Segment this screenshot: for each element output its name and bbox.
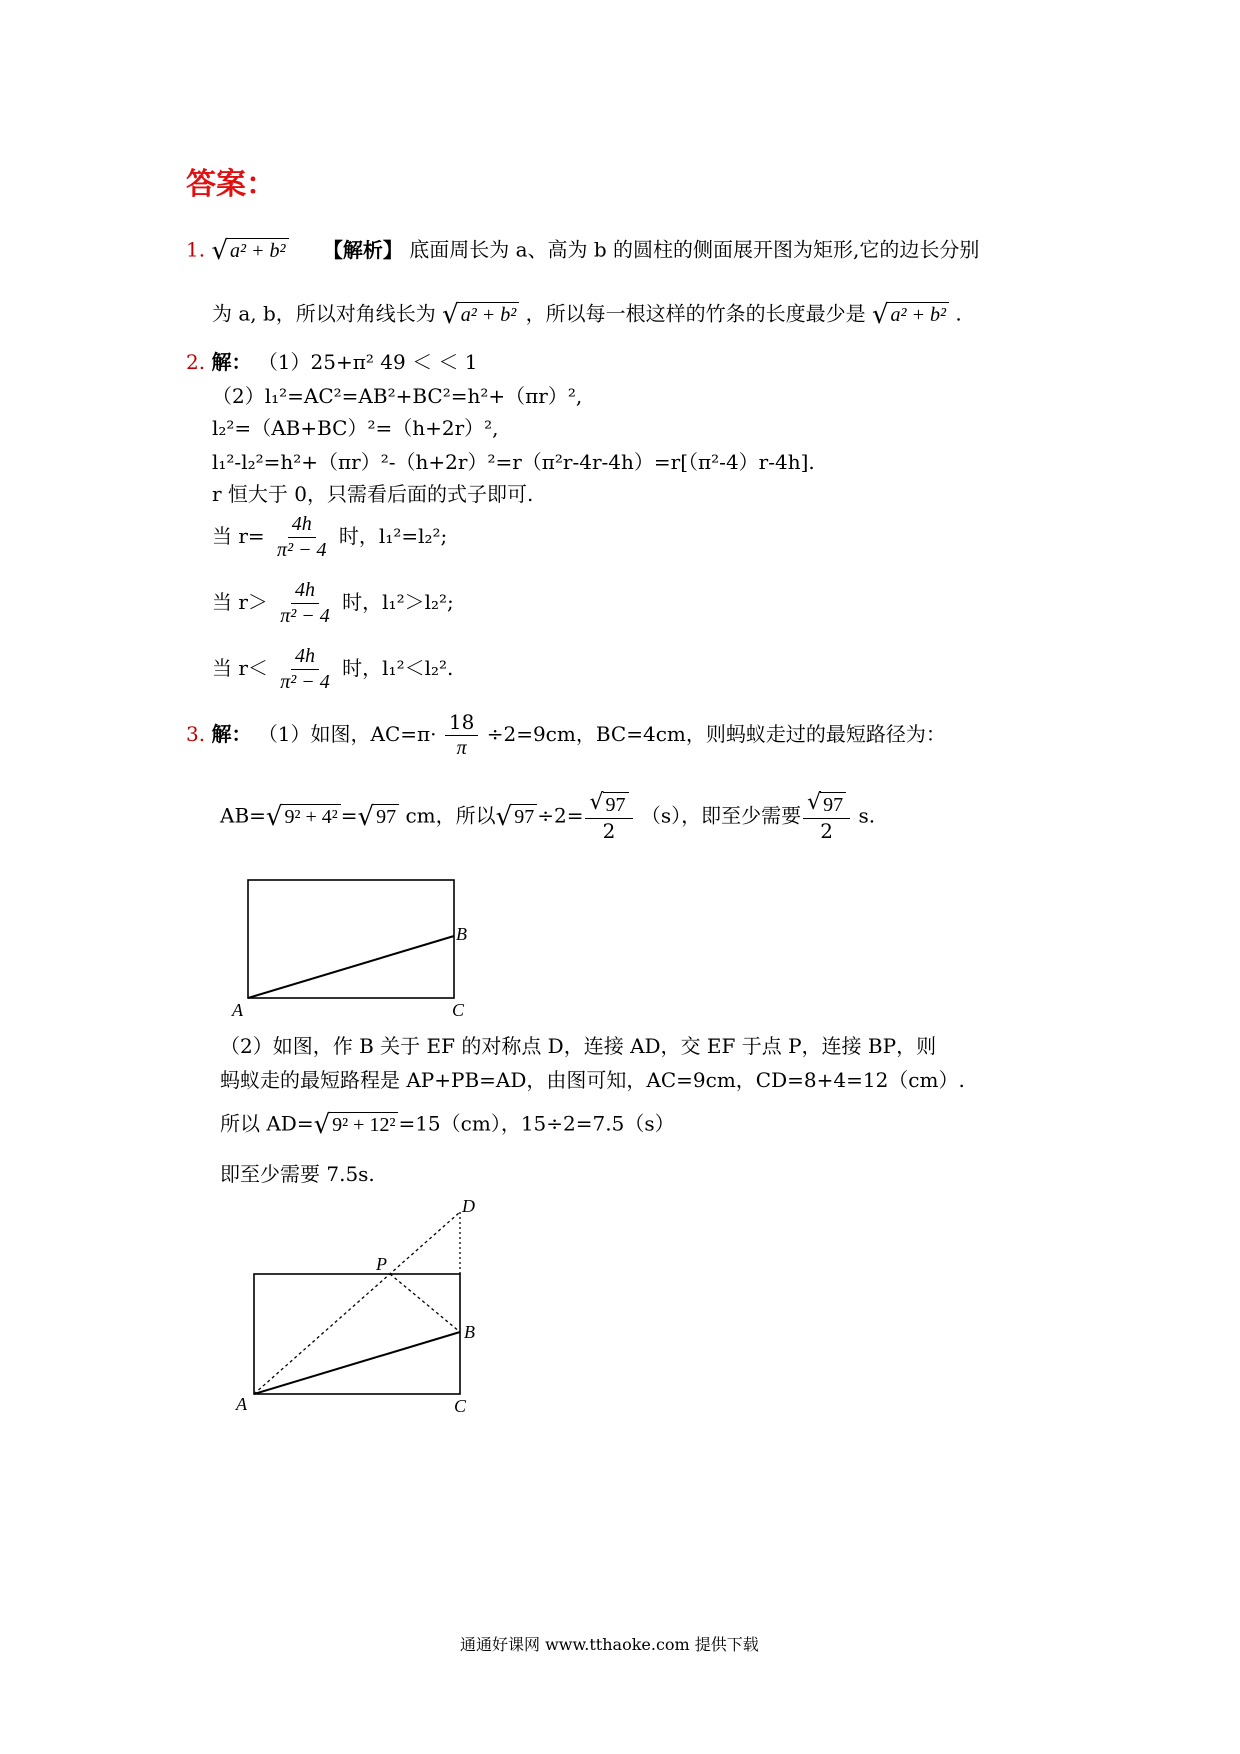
- case-prefix: 当 r＜: [212, 656, 268, 680]
- case-suffix: 时，l₁²=l₂²;: [338, 524, 448, 548]
- q2-line2: （2）l₁²=AC²=AB²+BC²=h²+（πr）²,: [212, 384, 583, 408]
- q1-text-3: ，所以每一根这样的竹条的长度最少是: [525, 301, 866, 326]
- q2-head: 解：: [211, 350, 252, 374]
- label-a: A: [232, 1000, 243, 1020]
- q3-text-4: ÷2=: [537, 803, 584, 828]
- q2-number: 2.: [186, 350, 206, 374]
- label-b: B: [464, 1322, 475, 1342]
- sqrt-97: √ 97: [358, 804, 400, 830]
- case-suffix: 时，l₁²＞l₂²;: [342, 590, 454, 614]
- segment-pb-dashed: [390, 1274, 460, 1332]
- label-d: D: [462, 1196, 475, 1216]
- segment-ab: [254, 1332, 460, 1394]
- sqrt-a2-b2: √ a² + b²: [442, 302, 519, 328]
- q2-line5: r 恒大于 0，只需看后面的式子即可.: [212, 482, 534, 506]
- q1-line1: [186, 238, 979, 264]
- case-prefix: 当 r=: [212, 524, 265, 548]
- q1-analysis-tag: 【解析】: [322, 237, 403, 262]
- sqrt-9-4: √ 9² + 4²: [266, 804, 341, 830]
- q1-text-2: 为 a, b，所以对角线长为: [212, 301, 436, 326]
- sqrt-9-12: √ 9² + 12²: [314, 1112, 399, 1138]
- q3-line2: [220, 792, 875, 842]
- q3-p2-line3: [220, 1112, 675, 1138]
- fraction-18-pi: $\frac{18}{\pi}$: [445, 712, 478, 759]
- q3-text-6: s.: [858, 803, 876, 828]
- q3-text-3: cm，所以: [405, 803, 496, 828]
- label-a: A: [236, 1394, 247, 1414]
- segment-ab: [248, 936, 454, 998]
- q2-part1: （1）25+π² 49 ＜ ＜ 1: [257, 350, 478, 374]
- fraction-sqrt97-2: √ 97 2: [803, 792, 850, 842]
- fraction-4h: $\frac{4h}{\text{π² − 4}}$: [280, 645, 330, 693]
- case-suffix: 时，l₁²＜l₂².: [342, 656, 454, 680]
- segment-ad-dashed: [254, 1212, 460, 1394]
- case-prefix: 当 r＞: [212, 590, 268, 614]
- q1-text-1: 底面周长为 a、高为 b 的圆柱的侧面展开图为矩形,它的边长分别: [409, 237, 980, 262]
- q3-ad-label: 所以 AD=: [220, 1111, 314, 1136]
- label-c: C: [454, 1396, 467, 1416]
- q3-p2-line1: （2）如图，作 B 关于 EF 的对称点 D，连接 AD，交 EF 于点 P，连接 BP，则: [220, 1034, 937, 1058]
- q3-number: 3.: [186, 722, 206, 746]
- label-p: P: [376, 1254, 387, 1274]
- q3-p2-line4: 即至少需要 7.5s.: [220, 1162, 375, 1186]
- q3-text-2: ÷2=9cm，BC=4cm，则蚂蚁走过的最短路径为：: [486, 722, 946, 746]
- sqrt-97: √ 97: [496, 804, 538, 830]
- fraction-4h: $\frac{4h}{\text{π² − 4}}$: [277, 513, 327, 561]
- q2-case-less: [212, 646, 453, 693]
- figure-1: [230, 870, 490, 1020]
- label-b: B: [456, 924, 467, 944]
- figure-1-rect: [248, 880, 454, 998]
- q3-text-5: （s），即至少需要: [640, 803, 802, 828]
- q1-number: 1.: [186, 237, 206, 262]
- q2-line4: l₁²-l₂²=h²+（πr）²-（h+2r）²=r（π²r-4r-4h）=r[（π²-4）r-4h].: [212, 450, 815, 474]
- q1-text-4: .: [955, 301, 962, 326]
- q2-line1: [186, 352, 478, 372]
- label-c: C: [452, 1000, 465, 1020]
- q2-case-greater: [212, 580, 454, 627]
- q3-p2-text: =15（cm），15÷2=7.5（s）: [398, 1111, 675, 1136]
- sqrt-a2-b2: √ a² + b²: [211, 238, 288, 264]
- q1-line2: [212, 302, 962, 328]
- q3-text-1: （1）如图，AC=π·: [257, 722, 437, 746]
- q3-ab-label: AB=: [220, 803, 266, 828]
- sqrt-a2-b2: √ a² + b²: [872, 302, 949, 328]
- fraction-sqrt97-2: √ 97 2: [585, 792, 632, 842]
- q2-line3: l₂²=（AB+BC）²=（h+2r）²,: [212, 416, 499, 440]
- page-footer: 通通好课网 www.tthaoke.com 提供下载: [460, 1635, 759, 1654]
- q2-case-equal: [212, 514, 447, 561]
- figure-2-rect: [254, 1274, 460, 1394]
- fraction-4h: $\frac{4h}{\text{π² − 4}}$: [280, 579, 330, 627]
- q3-head: 解：: [211, 722, 252, 746]
- equals: =: [340, 803, 358, 828]
- page-title: 答案：: [186, 167, 276, 202]
- q3-p2-line2: 蚂蚁走的最短路程是 AP+PB=AD，由图可知，AC=9cm，CD=8+4=12（cm）.: [220, 1068, 965, 1092]
- q3-line1: [186, 712, 946, 759]
- figure-2: [230, 1192, 500, 1418]
